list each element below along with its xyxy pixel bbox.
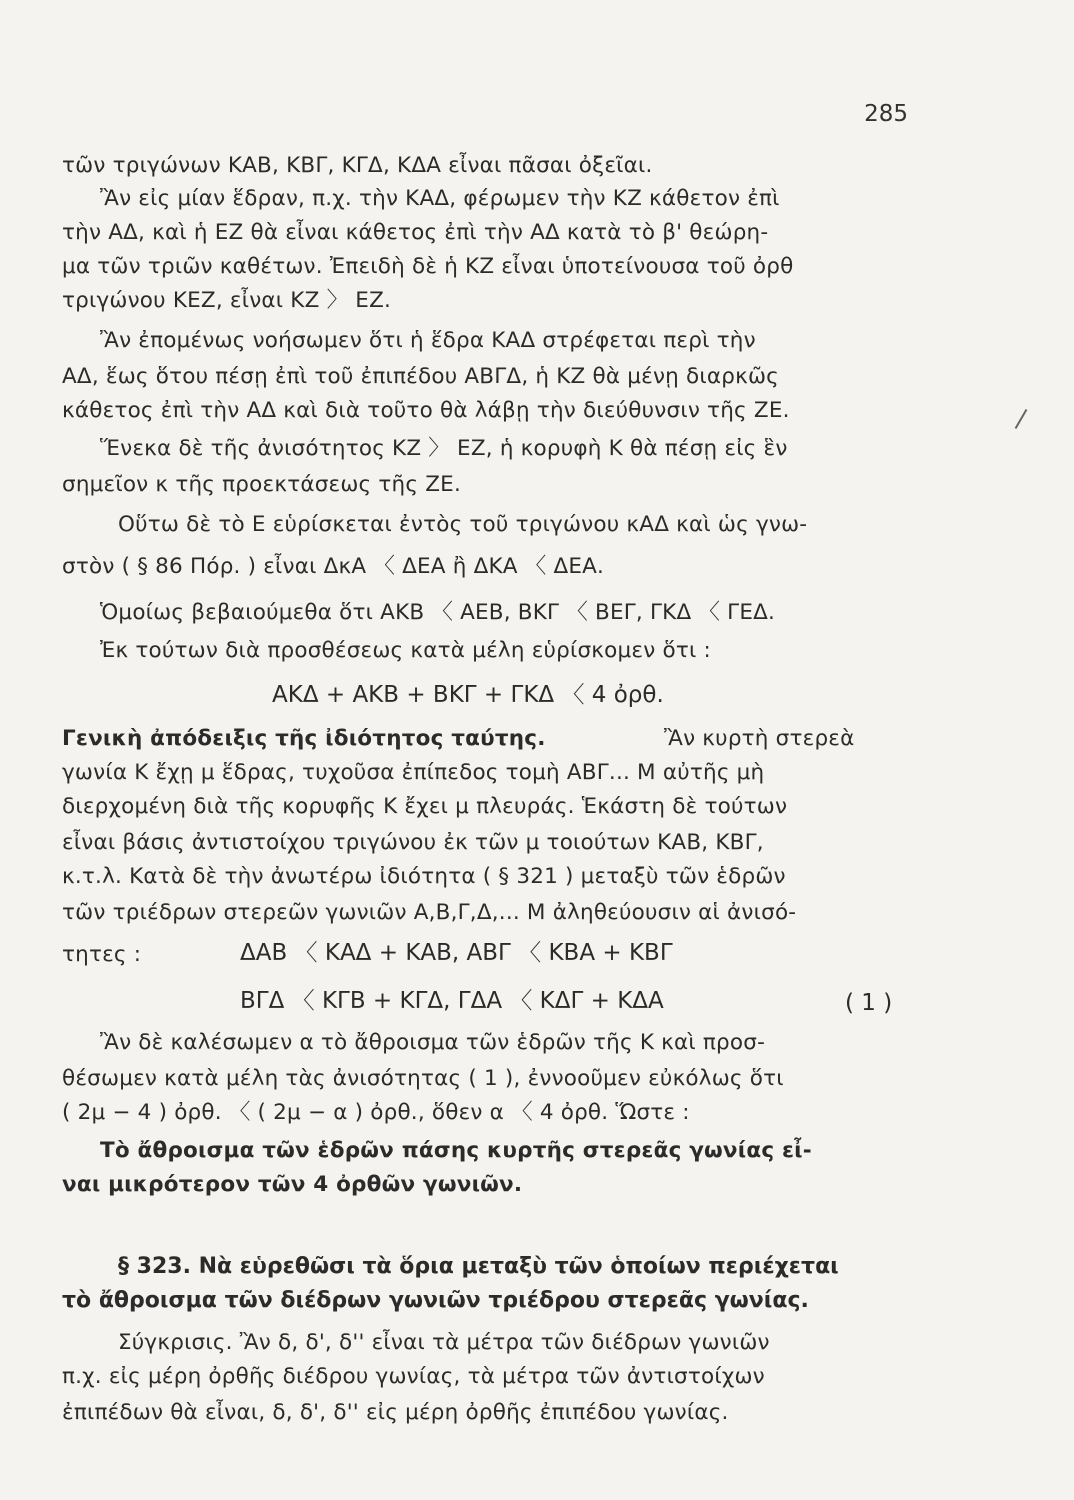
text-line: Οὕτω δὲ τὸ Ε εὑρίσκεται ἐντὸς τοῦ τριγώνου κΑΔ καὶ ὡς γνω-	[118, 512, 808, 537]
section-heading: § 323. Νὰ εὑρεθῶσι τὰ ὅρια μεταξὺ τῶν ὁποίων περιέχεται	[118, 1254, 839, 1279]
text-line: διερχομένη διὰ τῆς κορυφῆς Κ ἔχει μ πλευράς. Ἑκάστη δὲ τούτων	[62, 794, 788, 819]
text-line: τῶν τριγώνων ΚΑΒ, ΚΒΓ, ΚΓΔ, ΚΔΑ εἶναι πᾶσαι ὀξεῖαι.	[62, 153, 653, 178]
text-line: Ἂν ἐπομένως νοήσωμεν ὅτι ἡ ἕδρα ΚΑΔ στρέφεται περὶ τὴν	[100, 328, 756, 353]
text-line: Ἐκ τούτων διὰ προσθέσεως κατὰ μέλη εὑρίσκομεν ὅτι :	[100, 638, 711, 663]
text-line: τητες :	[62, 942, 142, 967]
text-line: Ἕνεκα δὲ τῆς ἀνισότητος ΚΖ 〉 ΕΖ, ἡ κορυφὴ Κ θὰ πέσῃ εἰς ἓν	[100, 436, 788, 461]
text-line: Ἂν εἰς μίαν ἕδραν, π.χ. τὴν ΚΑΔ, φέρωμεν τὴν ΚΖ κάθετον ἐπὶ	[100, 186, 780, 211]
text-line: ( 2μ − 4 ) ὀρθ. 〈 ( 2μ − α ) ὀρθ., ὅθεν α 〈 4 ὀρθ. Ὥστε :	[62, 1100, 690, 1125]
margin-mark	[1015, 409, 1028, 429]
text-line: μα τῶν τριῶν καθέτων. Ἐπειδὴ δὲ ἡ ΚΖ εἶναι ὑποτείνουσα τοῦ ὀρθ	[62, 254, 794, 279]
text-line: τριγώνου ΚΕΖ, εἶναι ΚΖ 〉 ΕΖ.	[62, 288, 392, 313]
text-line: ΑΔ, ἕως ὅτου πέσῃ ἐπὶ τοῦ ἐπιπέδου ΑΒΓΔ, ἡ ΚΖ θὰ μένῃ διαρκῶς	[62, 364, 779, 389]
formula-sum: ΑΚΔ + ΑΚΒ + ΒΚΓ + ΓΚΔ 〈 4 ὀρθ.	[272, 682, 664, 708]
text-line: τῶν τριέδρων στερεῶν γωνιῶν Α,Β,Γ,Δ,... Μ ἀληθεύουσιν αἱ ἀνισό-	[62, 900, 797, 925]
text-line: σημεῖον κ τῆς προεκτάσεως τῆς ΖΕ.	[62, 472, 461, 497]
theorem-line: ναι μικρότερον τῶν 4 ὀρθῶν γωνιῶν.	[62, 1172, 523, 1197]
text-line: ἐπιπέδων θὰ εἶναι, δ, δ', δ'' εἰς μέρη ὀρθῆς ἐπιπέδου γωνίας.	[62, 1400, 729, 1425]
text-line: κ.τ.λ. Κατὰ δὲ τὴν ἀνωτέρω ἰδιότητα ( § 321 ) μεταξὺ τῶν ἑδρῶν	[62, 864, 786, 889]
text-line: π.χ. εἰς μέρη ὀρθῆς διέδρου γωνίας, τὰ μέτρα τῶν ἀντιστοίχων	[62, 1364, 765, 1389]
text-line: Ἂν δὲ καλέσωμεν α τὸ ἄθροισμα τῶν ἑδρῶν τῆς Κ καὶ προσ-	[100, 1030, 766, 1055]
text-line: κάθετος ἐπὶ τὴν ΑΔ καὶ διὰ τοῦτο θὰ λάβῃ τὴν διεύθυνσιν τῆς ΖΕ.	[62, 398, 790, 423]
text-line: Σύγκρισις. Ἂν δ, δ', δ'' εἶναι τὰ μέτρα τῶν διέδρων γωνιῶν	[118, 1330, 770, 1355]
formula-inequality-1: ΔΑΒ 〈 ΚΑΔ + ΚΑΒ, ΑΒΓ 〈 ΚΒΑ + ΚΒΓ	[240, 940, 673, 966]
text-line: τὴν ΑΔ, καὶ ἡ ΕΖ θὰ εἶναι κάθετος ἐπὶ τὴν ΑΔ κατὰ τὸ β' θεώρη-	[62, 220, 769, 245]
theorem-line: Τὸ ἄθροισμα τῶν ἑδρῶν πάσης κυρτῆς στερεᾶς γωνίας εἶ-	[100, 1138, 812, 1163]
equation-number: ( 1 )	[845, 990, 893, 1016]
page-number: 285	[864, 101, 908, 127]
text-line: γωνία Κ ἔχῃ μ ἕδρας, τυχοῦσα ἐπίπεδος τομὴ ΑΒΓ... Μ αὐτῆς μὴ	[62, 760, 765, 785]
text-line: Ὁμοίως βεβαιούμεθα ὅτι ΑΚΒ 〈 ΑΕΒ, ΒΚΓ 〈 ΒΕΓ, ΓΚΔ 〈 ΓΕΔ.	[100, 600, 776, 625]
text-line: εἶναι βάσις ἀντιστοίχου τριγώνου ἐκ τῶν μ τοιούτων ΚΑΒ, ΚΒΓ,	[62, 830, 764, 855]
text-line: Ἂν κυρτὴ στερεὰ	[664, 726, 855, 751]
text-line: στὸν ( § 86 Πόρ. ) εἶναι ΔκΑ 〈 ΔΕΑ ἢ ΔΚΑ 〈 ΔΕΑ.	[62, 554, 605, 579]
formula-inequality-2: ΒΓΔ 〈 ΚΓΒ + ΚΓΔ, ΓΔΑ 〈 ΚΔΓ + ΚΔΑ	[240, 988, 664, 1014]
subheading: Γενικὴ ἀπόδειξις τῆς ἰδιότητος ταύτης.	[62, 726, 546, 751]
section-heading: τὸ ἄθροισμα τῶν διέδρων γωνιῶν τριέδρου στερεᾶς γωνίας.	[62, 1288, 809, 1313]
text-line: θέσωμεν κατὰ μέλη τὰς ἀνισότητας ( 1 ), ἐννοοῦμεν εὐκόλως ὅτι	[62, 1066, 784, 1091]
